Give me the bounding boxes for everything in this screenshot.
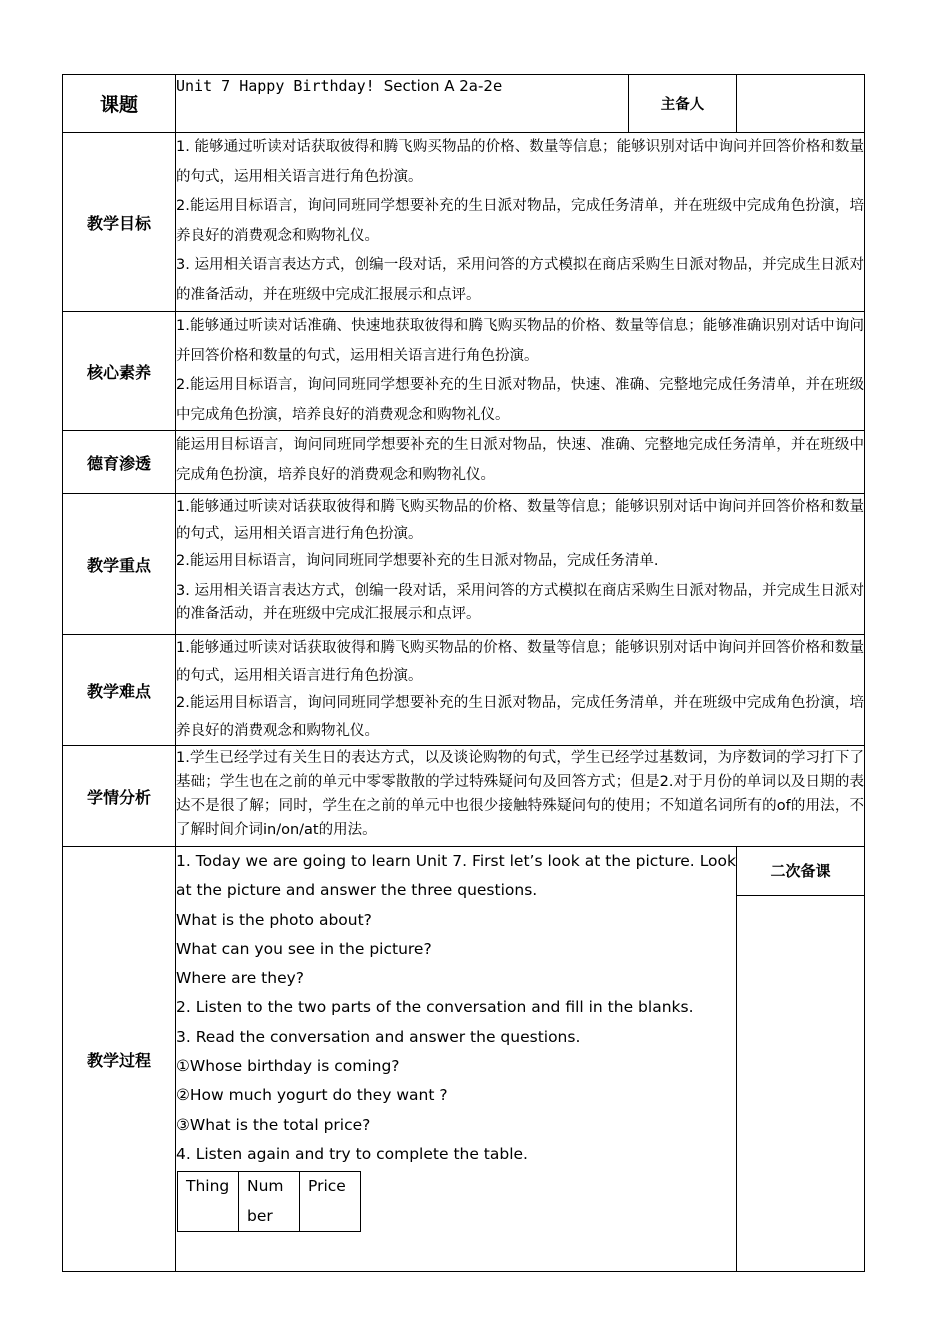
process-step: ③What is the total price?	[176, 1115, 371, 1134]
process-content	[176, 847, 737, 1272]
difficulty-item: 2.能运用目标语言，询问同班同学想要补充的生日派对物品，完成任务清单，并在班级中完成角色扮演，培养良好的消费观念和购物礼仪。	[176, 695, 864, 739]
core-literacy-item: 2.能运用目标语言，询问同班同学想要补充的生日派对物品，快速、准确、完整地完成任务清单，并在班级中完成角色扮演，培养良好的消费观念和购物礼仪。	[176, 377, 864, 423]
objectives-row	[63, 133, 865, 312]
owner-label: 主备人	[629, 75, 737, 133]
completion-table-header	[178, 1172, 361, 1232]
process-step: 4. Listen again and try to complete the table.	[176, 1144, 528, 1163]
objectives-content	[176, 133, 865, 312]
difficulties-row	[63, 635, 865, 746]
second-prep-label: 二次备课	[737, 847, 864, 896]
analysis-content	[176, 746, 865, 847]
moral-education-row	[63, 431, 865, 494]
moral-education-content	[176, 431, 865, 494]
title-label: 课题	[63, 75, 176, 133]
process-step: 2. Listen to the two parts of the conversation and fill in the blanks.	[176, 998, 694, 1017]
core-literacy-content	[176, 312, 865, 431]
difficulty-item: 1.能够通过听读对话获取彼得和腾飞购买物品的价格、数量等信息；能够识别对话中询问并回答价格和数量的句式，运用相关语言进行角色扮演。	[176, 640, 864, 684]
title-row	[63, 75, 865, 133]
objective-item: 1. 能够通过听读对话获取彼得和腾飞购买物品的价格、数量等信息；能够识别对话中询问并回答价格和数量的句式，运用相关语言进行角色扮演。	[176, 139, 864, 185]
moral-education-text: 能运用目标语言，询问同班同学想要补充的生日派对物品，快速、准确、完整地完成任务清单，并在班级中完成角色扮演，培养良好的消费观念和购物礼仪。	[176, 437, 864, 483]
analysis-row	[63, 746, 865, 847]
owner-value	[737, 75, 865, 133]
process-step: ②How much yogurt do they want ?	[176, 1086, 448, 1105]
core-literacy-row	[63, 312, 865, 431]
analysis-label: 学情分析	[63, 746, 176, 847]
objective-item: 3. 运用相关语言表达方式，创编一段对话，采用问答的方式模拟在商店采购生日派对物品，并完成生日派对的准备活动，并在班级中完成汇报展示和点评。	[176, 257, 864, 303]
analysis-text: 1.学生已经学过有关生日的表达方式，以及谈论购物的句式，学生已经学过基数词，为序数词的学习打下了基础；学生也在之前的单元中零零散散的学过特殊疑问句及回答方式；但是2.对于月份的单词以及日期的表达不是很了解；同时，学生在之前的单元中也很少接触特殊疑问句的使用；不知道名词所有的of的用法，不了解时间介词in/on/at的用法。	[176, 750, 864, 838]
core-literacy-label: 核心素养	[63, 312, 176, 431]
core-literacy-item: 1.能够通过听读对话准确、快速地获取彼得和腾飞购买物品的价格、数量等信息；能够准确识别对话中询问并回答价格和数量的句式，运用相关语言进行角色扮演。	[176, 318, 864, 364]
key-point-item: 3. 运用相关语言表达方式，创编一段对话，采用问答的方式模拟在商店采购生日派对物品，并完成生日派对的准备活动，并在班级中完成汇报展示和点评。	[176, 583, 864, 622]
completion-table	[177, 1171, 361, 1232]
header-thing: Thing	[178, 1172, 239, 1232]
lesson-plan-table	[62, 74, 865, 1272]
process-step: What can you see in the picture?	[176, 939, 432, 958]
key-points-row	[63, 494, 865, 635]
process-step: Where are they?	[176, 969, 305, 988]
difficulties-content	[176, 635, 865, 746]
lesson-title	[176, 75, 629, 133]
key-point-item: 2.能运用目标语言，询问同班同学想要补充的生日派对物品，完成任务清单.	[176, 553, 659, 569]
objectives-label: 教学目标	[63, 133, 176, 312]
process-row	[63, 847, 865, 1272]
unit-title: Unit 7 Happy Birthday!	[176, 77, 375, 95]
process-step: What is the photo about?	[176, 910, 372, 929]
second-prep-column	[737, 847, 865, 1272]
header-number: Number	[239, 1172, 300, 1232]
moral-education-label: 德育渗透	[63, 431, 176, 494]
header-price: Price	[300, 1172, 361, 1232]
key-points-content	[176, 494, 865, 635]
objective-item: 2.能运用目标语言，询问同班同学想要补充的生日派对物品，完成任务清单，并在班级中完成角色扮演，培养良好的消费观念和购物礼仪。	[176, 198, 864, 244]
process-label: 教学过程	[63, 847, 176, 1272]
section-title: Section A 2a-2e	[383, 77, 503, 95]
process-step: ①Whose birthday is coming?	[176, 1057, 400, 1076]
key-points-label: 教学重点	[63, 494, 176, 635]
key-point-item: 1.能够通过听读对话获取彼得和腾飞购买物品的价格、数量等信息；能够识别对话中询问并回答价格和数量的句式，运用相关语言进行角色扮演。	[176, 499, 864, 542]
process-step: 1. Today we are going to learn Unit 7. First let’s look at the picture. Look at the picture and answer the three questions.	[176, 852, 736, 900]
process-step: 3. Read the conversation and answer the questions.	[176, 1027, 581, 1046]
difficulties-label: 教学难点	[63, 635, 176, 746]
